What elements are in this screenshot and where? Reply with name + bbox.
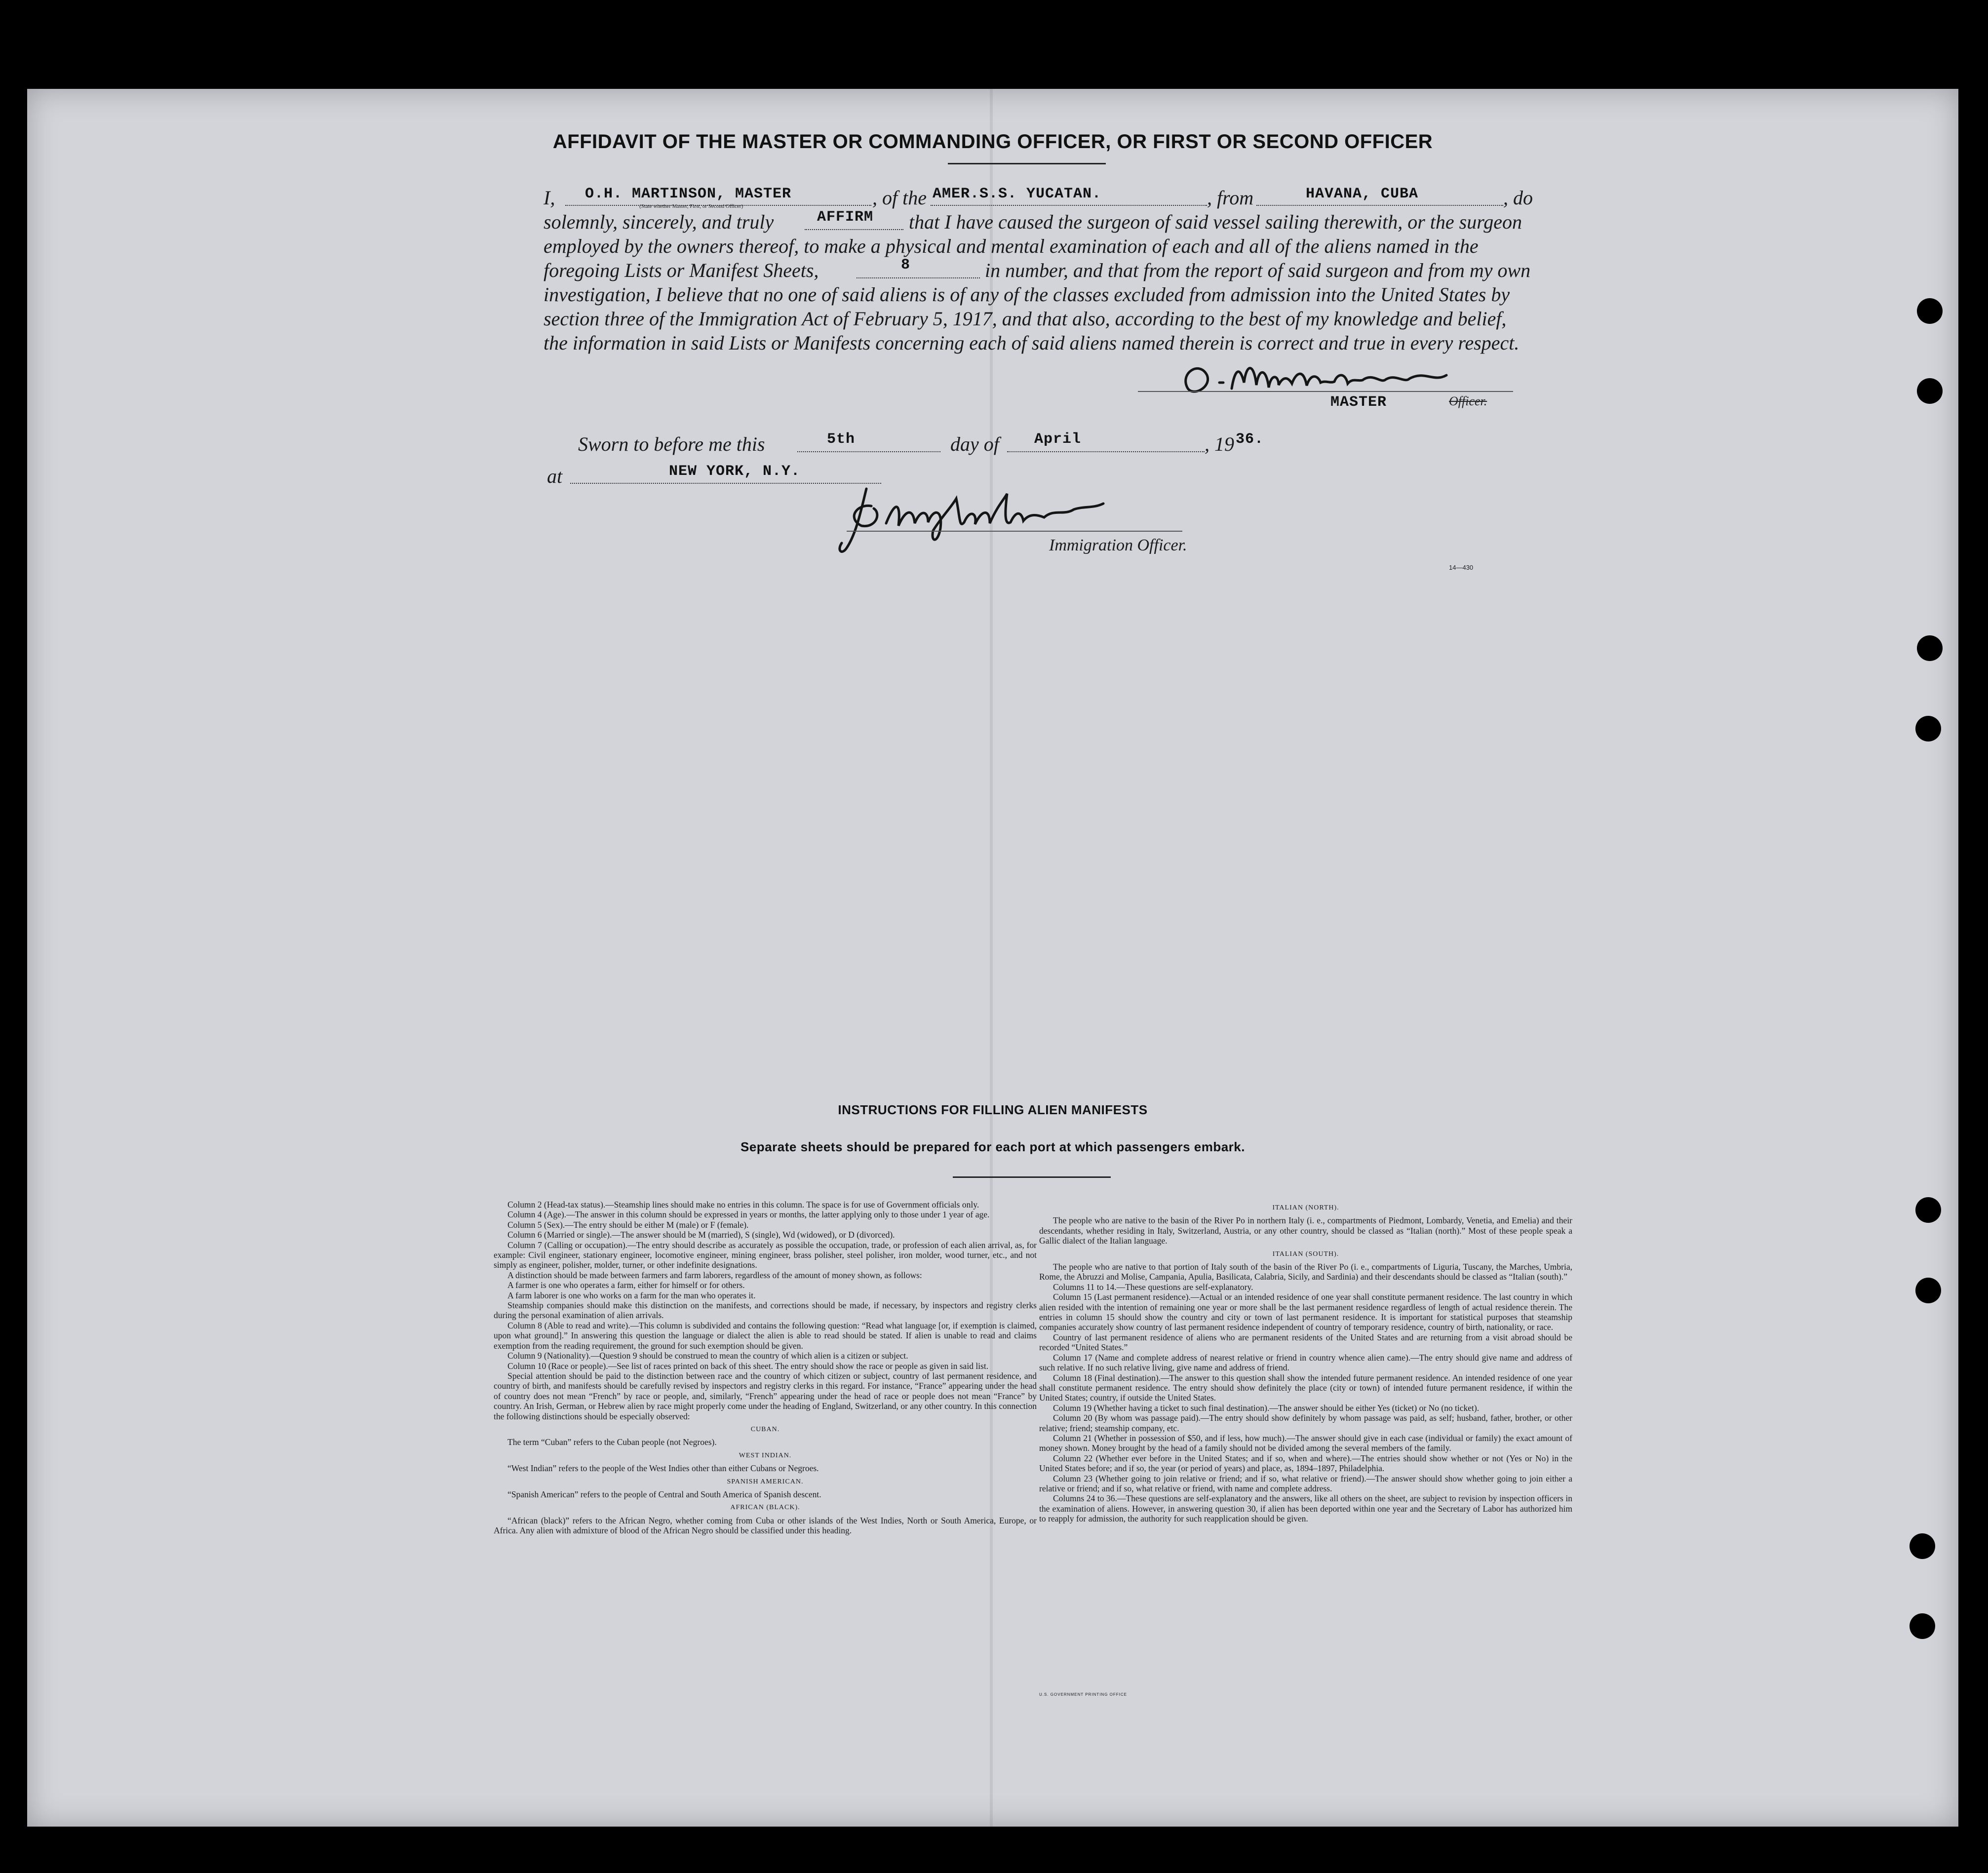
vessel-name: AMER.S.S. YUCATAN. xyxy=(933,186,1102,202)
instruction-paragraph: Steamship companies should make this distinction on the manifests, and corrections should be made, if necessary, by inspectors and registry clerks during the personal examination of alien arrivals. xyxy=(494,1300,1037,1321)
instruction-paragraph: Columns 24 to 36.—These questions are self-explanatory and the answers, like all others on the sheet, are subject to revision by inspection officers in the examination of aliens. However, in answering question 30, if alien has been deported within one year and the Secretary of Labor has authorized him to reapply for admission, the authority for such reapplication should be given. xyxy=(1039,1493,1572,1524)
title-rule xyxy=(948,163,1106,164)
section-heading: AFRICAN (BLACK). xyxy=(730,1504,800,1512)
sworn-month-line xyxy=(1007,451,1205,452)
port-name: HAVANA, CUBA xyxy=(1306,186,1419,202)
officer-signature-line xyxy=(847,531,1182,532)
instruction-paragraph: “West Indian” refers to the people of the West Indies other than either Cubans or Negroes. xyxy=(507,1463,819,1474)
punch-hole xyxy=(1917,378,1943,404)
immigration-officer-label: Immigration Officer. xyxy=(1049,536,1187,554)
instruction-paragraph: A distinction should be made between farmers and farm laborers, regardless of the amount of money shown, as follows: xyxy=(507,1270,922,1280)
section-heading: CUBAN. xyxy=(750,1425,780,1433)
master-signature-line xyxy=(1138,391,1513,392)
instruction-paragraph: Column 2 (Head-tax status).—Steamship lines should make no entries in this column. The space is for use of Government officials only. xyxy=(507,1200,979,1210)
punch-hole xyxy=(1910,1533,1935,1559)
instruction-paragraph: Column 21 (Whether in possession of $50, and if less, how much).—The answer should give in each case (individual or family) the exact amount of money shown. Money brought by the head of a family should not be divided among the several members of the family. xyxy=(1039,1433,1572,1453)
year-prefix: , 19 xyxy=(1205,433,1234,455)
punch-hole xyxy=(1915,1278,1941,1303)
sworn-day-line xyxy=(797,451,940,452)
form-number: 14—430 xyxy=(1449,564,1474,571)
vessel-line xyxy=(931,205,1207,206)
instruction-paragraph: Column 23 (Whether going to join relative or friend; and if so, what relative or friend).—The answer should show whether going to join either a relative or friend; and if so, what relative or friend, with name and complete address. xyxy=(1039,1473,1572,1493)
oath-word: AFFIRM xyxy=(817,209,874,226)
at-label: at xyxy=(547,465,563,487)
instruction-paragraph: Column 5 (Sex).—The entry should be either M (male) or F (female). xyxy=(507,1219,749,1230)
signer-title: MASTER xyxy=(1330,394,1387,411)
instructions-rule xyxy=(953,1176,1111,1178)
manifest-page xyxy=(27,89,1958,1827)
from-label: , from xyxy=(1207,187,1254,209)
line4-start: foregoing Lists or Manifest Sheets, xyxy=(544,259,819,281)
sheet-count-line xyxy=(857,277,980,278)
location: NEW YORK, N.Y. xyxy=(669,463,801,480)
section-heading: ITALIAN (NORTH). xyxy=(1272,1204,1339,1211)
instruction-paragraph: Column 20 (By whom was passage paid).—The entry should show definitely by whom passage was paid, as self; husband, father, brother, or other relative; friend; steamship company, etc. xyxy=(1039,1413,1572,1433)
printer-mark: U.S. GOVERNMENT PRINTING OFFICE xyxy=(1039,1692,1127,1697)
instruction-paragraph: Special attention should be paid to the distinction between race and the country of which citizen or subject, country of last permanent residence, and country of birth, and manifests should be carefully revised by inspectors and registry clerks in this regard. For instance, “France” appearing under the head of country does not mean “French” by race or people, and, similarly, “French” appearing under the head of race or people does not mean “France” by country. An Irish, German, or Hebrew alien by race might properly come under the heading of England, Switzerland, or any other country. In this connection the following distinctions should be especially observed: xyxy=(494,1370,1037,1421)
line2-start: solemnly, sincerely, and truly xyxy=(544,211,774,233)
instruction-paragraph: Column 4 (Age).—The answer in this column should be expressed in years or months, the latter applying only to those under 1 year of age. xyxy=(507,1210,990,1220)
master-name: O.H. MARTINSON, MASTER xyxy=(585,186,792,202)
section-heading: WEST INDIAN. xyxy=(739,1451,792,1459)
sworn-day: 5th xyxy=(827,431,856,448)
instruction-paragraph: Column 8 (Able to read and write).—This column is subdivided and contains the following question: “Read what language [or, if exemption is claimed, upon what ground].” In answering this question the language or dialect the alien is able to read should be stated. If alien is unable to read and claims exemption from the reading requirement, the ground for such exemption should be given. xyxy=(494,1320,1037,1351)
oath-line xyxy=(805,229,903,230)
line2-end: that I have caused the surgeon of said vessel sailing therewith, or the surgeon xyxy=(909,211,1522,233)
i-label: I, xyxy=(544,187,555,209)
line5: investigation, I believe that no one of said aliens is of any of the classes excluded from admission into the United States by xyxy=(544,283,1510,306)
instruction-paragraph: Column 17 (Name and complete address of nearest relative or friend in country whence alien came).—The entry should give name and address of such relative. If no such relative living, give name and address of friend. xyxy=(1039,1352,1572,1373)
instruction-paragraph: The people who are native to that portion of Italy south of the basin of the River Po (i. e., compartments of Liguria, Tuscany, the Marches, Umbria, Rome, the Abruzzi and Molise, Campania, Apulia, Basilicata, Calabria, Sicily, and Sardinia) and their descendants should be classed as “Italian (south).” xyxy=(1039,1262,1572,1282)
rank-note: (State whether Master, First, or Second Officer) xyxy=(639,203,743,209)
sworn-label: Sworn to before me this xyxy=(578,433,765,455)
punch-hole xyxy=(1917,635,1943,661)
line7: the information in said Lists or Manifests concerning each of said aliens named therein is correct and true in every respect. xyxy=(544,332,1520,354)
instructions-subtitle: Separate sheets should be prepared for each port at which passengers embark. xyxy=(741,1139,1245,1154)
instruction-paragraph: The term “Cuban” refers to the Cuban people (not Negroes). xyxy=(507,1437,717,1447)
instruction-paragraph: Column 10 (Race or people).—See list of races printed on back of this sheet. The entry should show the race or people as given in said list. xyxy=(507,1361,989,1371)
instruction-paragraph: Column 6 (Married or single).—The answer should be M (married), S (single), Wd (widowed), or D (divorced). xyxy=(507,1230,895,1240)
instruction-paragraph: Country of last permanent residence of aliens who are permanent residents of the United States and are returning from a visit abroad should be recorded “United States.” xyxy=(1039,1332,1572,1353)
sheet-count: 8 xyxy=(901,257,911,273)
instruction-paragraph: The people who are native to the basin of the River Po in northern Italy (i. e., compartments of Piedmont, Lombardy, Venetia, and Emelia) and their descendants, whether residing in Italy, Switzerland, Austria, or any other country, should be classed as “Italian (north).” Most of these people speak a Gallic dialect of the Italian language. xyxy=(1039,1215,1572,1246)
officer-word: Officer. xyxy=(1449,394,1487,408)
instruction-paragraph: “African (black)” refers to the African Negro, whether coming from Cuba or other islands of the West Indies, North or South America, Europe, or Africa. Any alien with admixture of blood of the African Negro should be classified under this heading. xyxy=(494,1515,1037,1536)
instruction-paragraph: Column 15 (Last permanent residence).—Actual or an intended residence of one year shall constitute permanent residence. The last country in which alien resided with the intention of remaining one year or more shall be the last permanent residence regardless of length of actual residence therein. The entries in column 15 should show the country and city or town of last permanent residence. It is important for statistical purposes that steamship companies accurately show country of last permanent residence independent of country of temporary residence, country of birth, nationality, or race. xyxy=(1039,1292,1572,1332)
punch-hole xyxy=(1917,298,1943,324)
instruction-paragraph: A farm laborer is one who works on a farm for the man who operates it. xyxy=(507,1290,756,1300)
instruction-paragraph: Column 19 (Whether having a ticket to such final destination).—The answer should be either Yes (ticket) or No (no ticket). xyxy=(1053,1403,1480,1413)
do-label: , do xyxy=(1503,187,1533,209)
punch-hole xyxy=(1910,1613,1935,1639)
instruction-paragraph: Column 7 (Calling or occupation).—The entry should describe as accurately as possible the occupation, trade, or profession of each alien arrival, as, for example: Civil engineer, stationary engineer, locomotive engineer, mining engineer, brass polisher, steel polisher, iron molder, wood turner, etc., and not simply as engineer, polisher, molder, turner, or other indefinite designations. xyxy=(494,1240,1037,1270)
section-heading: ITALIAN (SOUTH). xyxy=(1272,1250,1339,1258)
instructions-title: INSTRUCTIONS FOR FILLING ALIEN MANIFESTS xyxy=(838,1102,1148,1117)
punch-hole xyxy=(1915,716,1941,741)
year-suffix: 36. xyxy=(1236,431,1264,448)
sworn-month: April xyxy=(1034,431,1082,448)
day-of-label: day of xyxy=(950,433,999,455)
instruction-paragraph: Columns 11 to 14.—These questions are self-explanatory. xyxy=(1053,1282,1253,1292)
line6: section three of the Immigration Act of February 5, 1917, and that also, according to the best of my knowledge and belief, xyxy=(544,308,1507,330)
instruction-paragraph: “Spanish American” refers to the people of Central and South America of Spanish descent. xyxy=(507,1489,821,1499)
instructions-right-column xyxy=(1039,1200,1572,1524)
section-heading: SPANISH AMERICAN. xyxy=(727,1478,804,1485)
instruction-paragraph: Column 22 (Whether ever before in the United States; and if so, when and where).—The entries should show whether or not (Yes or No) in the United States before; and if so, the year (or period of years) and place, as, 1894–1897, Philadelphia. xyxy=(1039,1453,1572,1474)
port-line xyxy=(1256,205,1503,206)
instruction-paragraph: Column 18 (Final destination).—The answer to this question shall show the intended future permanent residence. An intended residence of one year shall constitute permanent residence. The entry should show definitely the place (city or town) of intended future permanent residence, if within the United States; country, if outside the United States. xyxy=(1039,1372,1572,1403)
affidavit-title: AFFIDAVIT OF THE MASTER OR COMMANDING OFFICER, OR FIRST OR SECOND OFFICER xyxy=(552,131,1433,153)
instruction-paragraph: Column 9 (Nationality).—Question 9 should be construed to mean the country of which alien is a citizen or subject. xyxy=(507,1351,908,1361)
instruction-paragraph: A farmer is one who operates a farm, either for himself or for others. xyxy=(507,1280,745,1290)
line4-end: in number, and that from the report of said surgeon and from my own xyxy=(985,259,1531,281)
instructions-left-column xyxy=(494,1200,1037,1536)
line3: employed by the owners thereof, to make a physical and mental examination of each and all of the aliens named in the xyxy=(544,235,1479,257)
punch-hole xyxy=(1915,1197,1941,1223)
of-the-label: , of the xyxy=(872,187,927,209)
